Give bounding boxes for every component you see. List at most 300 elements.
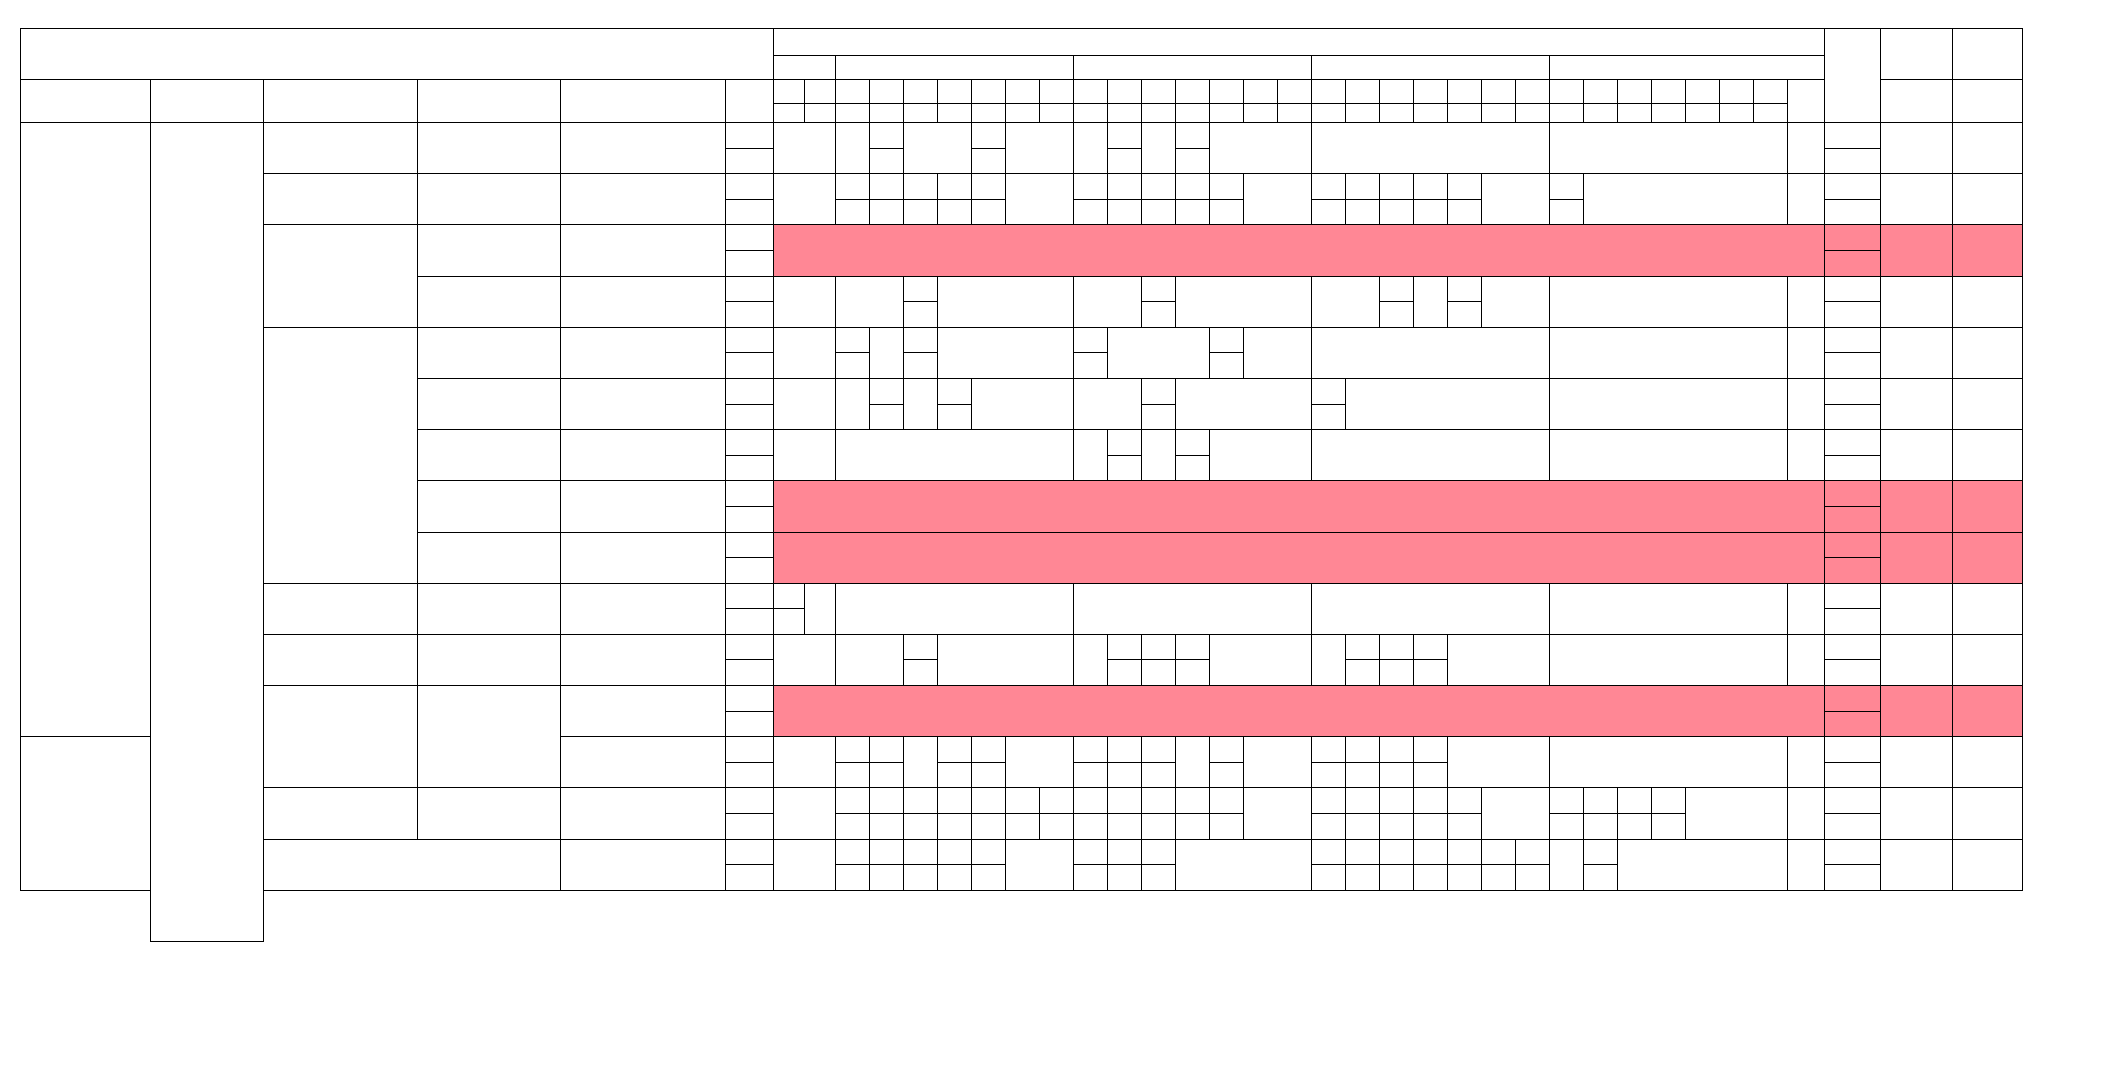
- day-cell: [972, 404, 1006, 430]
- girls-total: [1825, 148, 1881, 174]
- day-cell: [1618, 174, 1652, 200]
- day-cell: [1618, 378, 1652, 404]
- day-cell: [1040, 123, 1074, 149]
- boys-total: [1825, 839, 1881, 865]
- day-cell: [774, 123, 805, 149]
- attendance-value: [1584, 788, 1618, 814]
- funded-by-heading: [21, 80, 151, 123]
- attendance-value: [870, 174, 904, 200]
- day-cell: [1176, 583, 1210, 609]
- attendance-value: [904, 788, 938, 814]
- day-cell: [904, 404, 938, 430]
- funder-label: [21, 737, 151, 891]
- day-cell: [1006, 583, 1040, 609]
- sex-girls: [726, 404, 774, 430]
- venue-cell: [561, 276, 726, 327]
- attendance-value: [1550, 174, 1584, 200]
- day-cell: [1720, 660, 1754, 686]
- attendance-value: [904, 353, 938, 379]
- day-cell: [1754, 123, 1788, 149]
- average-persons: [1953, 686, 2023, 737]
- attendance-value: [836, 353, 870, 379]
- day-cell: [1074, 609, 1108, 635]
- day-cell: [1006, 199, 1040, 225]
- day-cell: [1006, 430, 1040, 456]
- day-cell: [1686, 634, 1720, 660]
- day-cell: [1312, 660, 1346, 686]
- day-cell: [1720, 814, 1754, 840]
- day-cell: [1686, 276, 1720, 302]
- day-cell: [1210, 634, 1244, 660]
- attendance-value: [938, 404, 972, 430]
- day-name: [1346, 80, 1380, 104]
- persons-per-session-heading: [1953, 80, 2023, 123]
- head-coach-name: [151, 123, 264, 942]
- day-cell: [774, 455, 805, 481]
- day-cell: [972, 634, 1006, 660]
- coach-cell: [264, 634, 418, 685]
- sex-boys: [726, 583, 774, 609]
- day-cell: [805, 327, 836, 353]
- gap-cell: [1788, 327, 1825, 353]
- day-cell: [805, 378, 836, 404]
- day-cell: [1040, 327, 1074, 353]
- day-cell: [805, 353, 836, 379]
- day-name: [1448, 80, 1482, 104]
- day-cell: [870, 302, 904, 328]
- day-cell: [1210, 276, 1244, 302]
- day-cell: [1754, 199, 1788, 225]
- day-cell: [972, 660, 1006, 686]
- day-cell: [1006, 276, 1040, 302]
- boys-total: [1825, 276, 1881, 302]
- day-cell: [1652, 404, 1686, 430]
- day-cell: [1006, 148, 1040, 174]
- attendance-value: [1652, 814, 1686, 840]
- day-cell: [1210, 609, 1244, 635]
- day-cell: [774, 865, 805, 891]
- day-cell: [1754, 865, 1788, 891]
- girls-total: [1825, 404, 1881, 430]
- attendance-value: [1074, 762, 1108, 788]
- day-cell: [1686, 737, 1720, 763]
- day-cell: [1550, 327, 1584, 353]
- venue-cell: [561, 225, 726, 276]
- day-cell: [1210, 302, 1244, 328]
- sex-boys: [726, 430, 774, 456]
- day-cell: [1482, 378, 1516, 404]
- day-cell: [1482, 174, 1516, 200]
- attendance-value: [972, 788, 1006, 814]
- day-cell: [972, 302, 1006, 328]
- boys-total: [1825, 686, 1881, 712]
- day-name: [836, 80, 870, 104]
- attendance-value: [1448, 276, 1482, 302]
- girls-total: [1825, 250, 1881, 276]
- day-cell: [1074, 148, 1108, 174]
- day-cell: [1244, 353, 1278, 379]
- day-name: [1686, 80, 1720, 104]
- session-count: [1881, 225, 1953, 276]
- attendance-value: [1210, 353, 1244, 379]
- day-cell: [1516, 276, 1550, 302]
- day-cell: [1414, 430, 1448, 456]
- attendance-value: [904, 276, 938, 302]
- day-cell: [1006, 404, 1040, 430]
- attendance-value: [1346, 839, 1380, 865]
- day-cell: [1006, 353, 1040, 379]
- sex-boys: [726, 225, 774, 251]
- day-cell: [1652, 583, 1686, 609]
- day-cell: [1210, 583, 1244, 609]
- day-name: [1142, 80, 1176, 104]
- day-cell: [1108, 302, 1142, 328]
- day-cell: [1550, 302, 1584, 328]
- day-name: [1108, 80, 1142, 104]
- attendance-value: [1210, 762, 1244, 788]
- day-cell: [836, 148, 870, 174]
- day-cell: [1550, 148, 1584, 174]
- day-cell: [1074, 430, 1108, 456]
- day-cell: [1754, 327, 1788, 353]
- attendance-value: [938, 199, 972, 225]
- attendance-value: [1380, 302, 1414, 328]
- gap-cell: [1788, 404, 1825, 430]
- sex-girls: [726, 558, 774, 584]
- day-cell: [1652, 148, 1686, 174]
- day-cell: [1006, 865, 1040, 891]
- day-cell: [1652, 455, 1686, 481]
- day-cell: [1346, 609, 1380, 635]
- sex-girls: [726, 609, 774, 635]
- day-date: [1278, 104, 1312, 123]
- day-cell: [1550, 123, 1584, 149]
- attendance-value: [1380, 814, 1414, 840]
- day-cell: [1210, 148, 1244, 174]
- attendance-value: [972, 865, 1006, 891]
- coach-cell: [264, 174, 418, 225]
- keeper-cell: [418, 174, 561, 225]
- venue-cell: [561, 788, 726, 839]
- day-cell: [904, 762, 938, 788]
- day-cell: [1074, 660, 1108, 686]
- day-cell: [938, 455, 972, 481]
- day-cell: [1176, 865, 1210, 891]
- day-cell: [805, 148, 836, 174]
- attendance-value: [1108, 123, 1142, 149]
- day-cell: [805, 762, 836, 788]
- day-cell: [836, 123, 870, 149]
- day-cell: [1380, 455, 1414, 481]
- venue-cell: [561, 174, 726, 225]
- day-cell: [1720, 199, 1754, 225]
- attendance-value: [870, 762, 904, 788]
- day-cell: [1006, 609, 1040, 635]
- day-date: [1448, 104, 1482, 123]
- gap-cell: [1788, 737, 1825, 763]
- attendance-value: [1550, 788, 1584, 814]
- day-cell: [774, 327, 805, 353]
- average-persons: [1953, 430, 2023, 481]
- attendance-value: [1312, 788, 1346, 814]
- boys-total: [1825, 634, 1881, 660]
- attendance-value: [1142, 404, 1176, 430]
- day-cell: [1414, 148, 1448, 174]
- day-cell: [1278, 814, 1312, 840]
- coaching-venue-heading: [561, 80, 726, 123]
- attendance-value: [1074, 174, 1108, 200]
- attendance-value: [1312, 814, 1346, 840]
- attendance-value: [774, 609, 805, 635]
- day-name: [1414, 80, 1448, 104]
- gap-cell: [1788, 123, 1825, 149]
- girls-total: [1825, 302, 1881, 328]
- attendance-value: [938, 378, 972, 404]
- gap-cell: [1788, 199, 1825, 225]
- day-cell: [1312, 148, 1346, 174]
- day-date: [1312, 104, 1346, 123]
- day-cell: [1312, 430, 1346, 456]
- sex-girls: [726, 455, 774, 481]
- day-cell: [1754, 148, 1788, 174]
- day-cell: [1074, 378, 1108, 404]
- attendance-value: [1108, 660, 1142, 686]
- attendance-value: [870, 404, 904, 430]
- day-cell: [1278, 455, 1312, 481]
- day-cell: [1312, 455, 1346, 481]
- day-cell: [1006, 327, 1040, 353]
- assigned-coach-heading: [264, 80, 418, 123]
- day-cell: [1414, 353, 1448, 379]
- day-cell: [1278, 737, 1312, 763]
- venue-cell: [561, 634, 726, 685]
- day-cell: [1312, 302, 1346, 328]
- day-cell: [1720, 148, 1754, 174]
- attendance-value: [870, 814, 904, 840]
- day-cell: [1686, 148, 1720, 174]
- day-cell: [1516, 430, 1550, 456]
- gap-cell: [1788, 634, 1825, 660]
- day-cell: [1142, 123, 1176, 149]
- day-cell: [1482, 583, 1516, 609]
- day-cell: [1550, 430, 1584, 456]
- day-cell: [1720, 353, 1754, 379]
- month-heading: [774, 29, 1825, 56]
- keeper-cell: [418, 634, 561, 685]
- sex-boys: [726, 481, 774, 507]
- day-cell: [774, 788, 805, 814]
- girls-total: [1825, 506, 1881, 532]
- day-cell: [1380, 148, 1414, 174]
- boys-total: [1825, 583, 1881, 609]
- day-cell: [1278, 839, 1312, 865]
- attendance-value: [1380, 199, 1414, 225]
- attendance-value: [1448, 788, 1482, 814]
- day-cell: [1414, 327, 1448, 353]
- day-cell: [1482, 660, 1516, 686]
- keeper-cell: [418, 788, 561, 839]
- day-date: [1720, 104, 1754, 123]
- keeper-cell: [418, 532, 561, 583]
- day-cell: [1618, 327, 1652, 353]
- sex-boys: [726, 378, 774, 404]
- day-cell: [1176, 327, 1210, 353]
- sex-boys: [726, 839, 774, 865]
- average-heading: [1953, 29, 2023, 80]
- day-date: [1210, 104, 1244, 123]
- day-name: [1380, 80, 1414, 104]
- boys-total: [1825, 481, 1881, 507]
- day-cell: [904, 148, 938, 174]
- attendance-value: [1448, 199, 1482, 225]
- coach-cell: [264, 788, 418, 839]
- day-cell: [972, 430, 1006, 456]
- day-cell: [1346, 302, 1380, 328]
- attendance-value: [1176, 814, 1210, 840]
- sex-girls: [726, 660, 774, 686]
- attendance-value: [938, 865, 972, 891]
- day-cell: [1278, 788, 1312, 814]
- day-cell: [1482, 353, 1516, 379]
- attendance-value: [972, 762, 1006, 788]
- day-cell: [1006, 762, 1040, 788]
- day-cell: [938, 430, 972, 456]
- keeper-cell: [418, 276, 561, 327]
- attendance-value: [1448, 814, 1482, 840]
- day-cell: [938, 148, 972, 174]
- average-persons: [1953, 276, 2023, 327]
- gap-cell: [1788, 583, 1825, 609]
- day-cell: [938, 353, 972, 379]
- attendance-value: [1312, 865, 1346, 891]
- day-cell: [1482, 455, 1516, 481]
- day-cell: [938, 634, 972, 660]
- keeper-cell: [418, 430, 561, 481]
- attendance-value: [870, 378, 904, 404]
- attendance-value: [1380, 174, 1414, 200]
- attendance-value: [1142, 839, 1176, 865]
- gap-cell: [1788, 104, 1825, 123]
- day-cell: [1482, 634, 1516, 660]
- day-cell: [1584, 148, 1618, 174]
- head-coach-heading: [151, 80, 264, 123]
- day-cell: [1516, 404, 1550, 430]
- day-cell: [1448, 123, 1482, 149]
- day-cell: [1618, 737, 1652, 763]
- day-date: [1754, 104, 1788, 123]
- day-cell: [1686, 609, 1720, 635]
- day-date: [1142, 104, 1176, 123]
- session-count: [1881, 788, 1953, 839]
- day-cell: [1346, 430, 1380, 456]
- day-cell: [1414, 583, 1448, 609]
- sex-boys: [726, 737, 774, 763]
- day-cell: [1040, 404, 1074, 430]
- day-cell: [836, 455, 870, 481]
- day-date: [1516, 104, 1550, 123]
- week-heading: [1074, 56, 1312, 80]
- day-cell: [1040, 353, 1074, 379]
- attendance-value: [1142, 814, 1176, 840]
- day-cell: [1074, 583, 1108, 609]
- day-cell: [805, 634, 836, 660]
- day-cell: [1482, 148, 1516, 174]
- day-cell: [774, 762, 805, 788]
- attendance-value: [904, 814, 938, 840]
- day-cell: [805, 174, 836, 200]
- day-date: [836, 104, 870, 123]
- day-cell: [1040, 839, 1074, 865]
- day-cell: [1482, 609, 1516, 635]
- day-cell: [1754, 839, 1788, 865]
- day-cell: [1584, 276, 1618, 302]
- day-cell: [1686, 378, 1720, 404]
- day-cell: [1312, 353, 1346, 379]
- attendance-value: [836, 839, 870, 865]
- day-cell: [1448, 583, 1482, 609]
- session-count: [1881, 430, 1953, 481]
- day-cell: [1720, 788, 1754, 814]
- day-cell: [1312, 609, 1346, 635]
- day-cell: [1550, 839, 1584, 865]
- average-persons: [1953, 378, 2023, 429]
- sex-boys: [726, 123, 774, 149]
- day-cell: [1516, 660, 1550, 686]
- day-cell: [805, 404, 836, 430]
- day-cell: [1584, 174, 1618, 200]
- day-cell: [1312, 276, 1346, 302]
- day-date: [774, 104, 805, 123]
- attendance-value: [1074, 814, 1108, 840]
- day-cell: [774, 404, 805, 430]
- day-cell: [1550, 583, 1584, 609]
- day-cell: [1448, 353, 1482, 379]
- attendance-value: [938, 737, 972, 763]
- day-cell: [1346, 404, 1380, 430]
- day-cell: [805, 814, 836, 840]
- day-cell: [1210, 865, 1244, 891]
- day-cell: [1482, 762, 1516, 788]
- day-cell: [1686, 199, 1720, 225]
- day-cell: [1108, 327, 1142, 353]
- day-cell: [1380, 123, 1414, 149]
- day-cell: [1006, 634, 1040, 660]
- day-cell: [1278, 276, 1312, 302]
- day-cell: [1244, 430, 1278, 456]
- day-cell: [1074, 455, 1108, 481]
- venue-cell: [561, 686, 726, 737]
- no-session-band: [774, 686, 1825, 737]
- session-count: [1881, 174, 1953, 225]
- gap-cell: [1788, 865, 1825, 891]
- of-sessions-heading: [1881, 80, 1953, 123]
- day-cell: [1550, 762, 1584, 788]
- day-cell: [1244, 583, 1278, 609]
- attendance-value: [1108, 788, 1142, 814]
- day-cell: [1754, 378, 1788, 404]
- day-cell: [1346, 353, 1380, 379]
- day-cell: [805, 660, 836, 686]
- day-cell: [774, 634, 805, 660]
- day-cell: [1618, 276, 1652, 302]
- gap-cell: [1788, 148, 1825, 174]
- day-cell: [1720, 634, 1754, 660]
- keeper-cell: [418, 225, 561, 276]
- day-cell: [1278, 404, 1312, 430]
- day-cell: [1346, 327, 1380, 353]
- day-cell: [1142, 583, 1176, 609]
- day-cell: [870, 327, 904, 353]
